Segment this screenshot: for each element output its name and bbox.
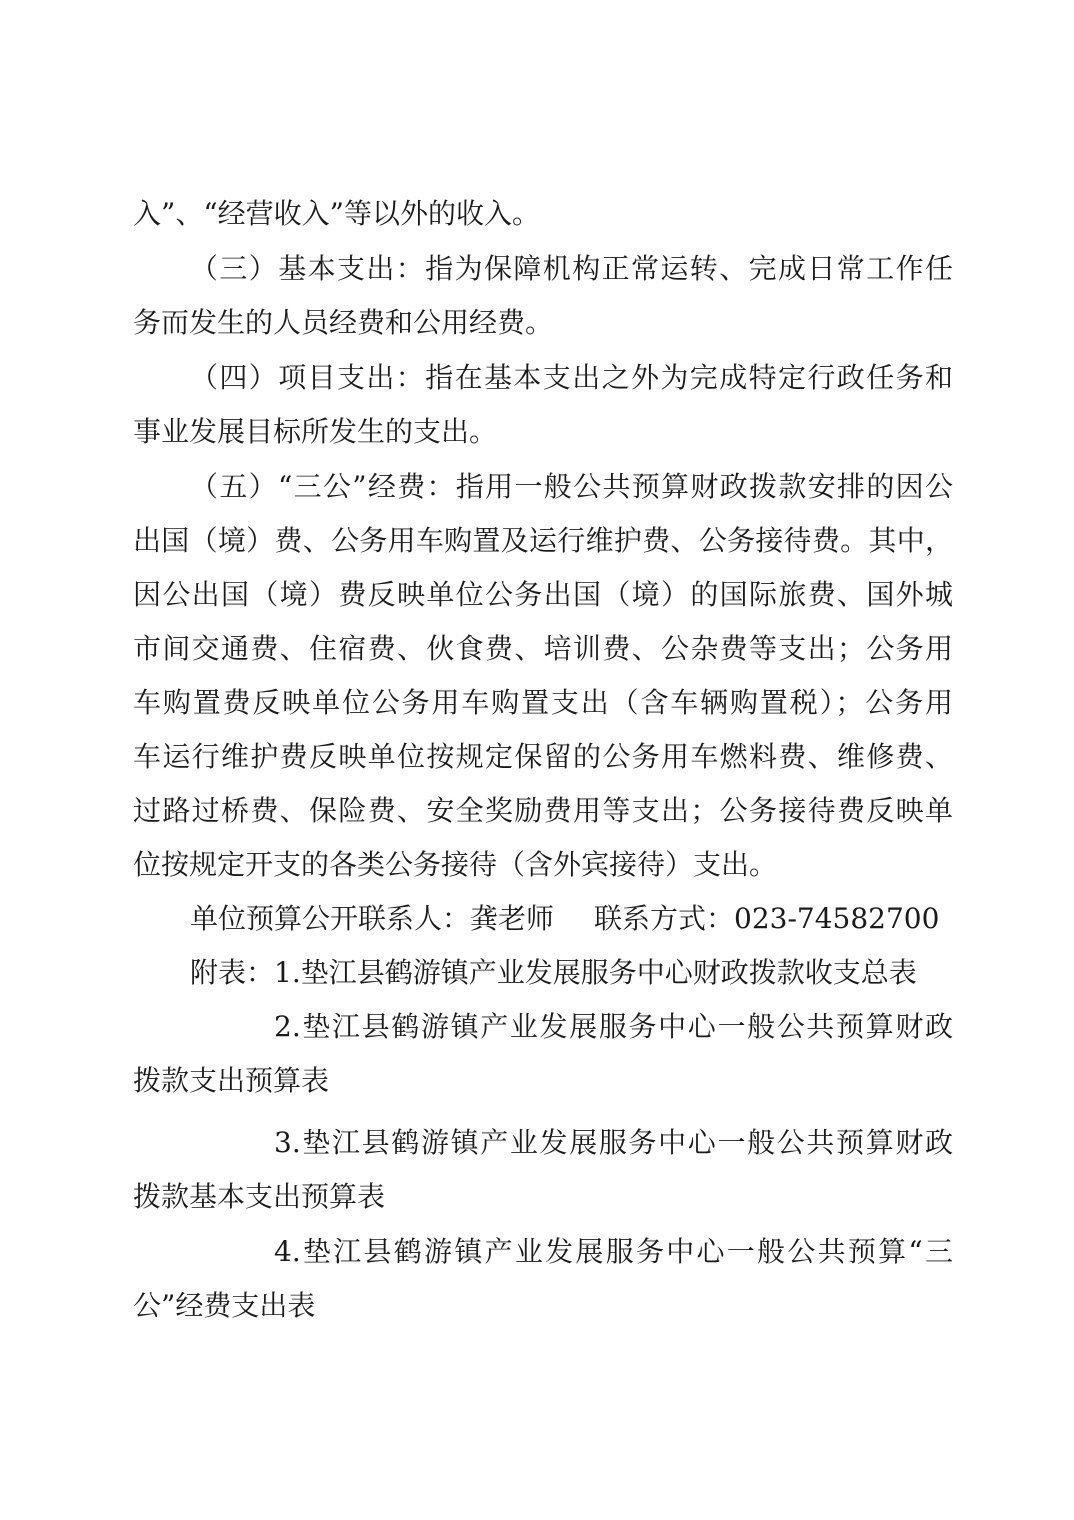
attachment-line: 附表：1.垫江县鹤游镇产业发展服务中心财政拨款收支总表 bbox=[190, 956, 917, 989]
text-line: 事业发展目标所发生的支出。 bbox=[133, 415, 498, 448]
text-line: 市间交通费、住宿费、伙食费、培训费、公杂费等支出；公务用 bbox=[133, 632, 953, 665]
text-line: 车购置费反映单位公务用车购置支出（含车辆购置税）；公务用 bbox=[133, 686, 953, 719]
contact-line bbox=[190, 893, 953, 945]
text-line: （三）基本支出：指为保障机构正常运转、完成日常工作任 bbox=[190, 252, 953, 285]
contact-person: 单位预算公开联系人：龚老师 bbox=[190, 902, 555, 935]
text-line: 位按规定开支的各类公务接待（含外宾接待）支出。 bbox=[133, 848, 778, 881]
attachment-line: 3.垫江县鹤游镇产业发展服务中心一般公共预算财政 bbox=[274, 1126, 953, 1159]
text-line: 入”、“经营收入”等以外的收入。 bbox=[133, 197, 540, 230]
text-line: 车运行维护费反映单位按规定保留的公务用车燃料费、维修费、 bbox=[133, 740, 953, 773]
text-line: （四）项目支出：指在基本支出之外为完成特定行政任务和 bbox=[190, 361, 953, 394]
contact-method: 联系方式：023-74582700 bbox=[594, 902, 940, 935]
attachment-line: 拨款基本支出预算表 bbox=[133, 1180, 386, 1213]
text-line: （五）“三公”经费：指用一般公共预算财政拨款安排的因公 bbox=[190, 470, 953, 503]
attachment-line: 4.垫江县鹤游镇产业发展服务中心一般公共预算“三 bbox=[274, 1235, 953, 1268]
attachment-line: 2.垫江县鹤游镇产业发展服务中心一般公共预算财政 bbox=[274, 1010, 953, 1043]
text-line: 务而发生的人员经费和公用经费。 bbox=[133, 306, 554, 339]
attachment-line: 公”经费支出表 bbox=[133, 1289, 316, 1322]
text-line: 因公出国（境）费反映单位公务出国（境）的国际旅费、国外城 bbox=[133, 578, 953, 611]
text-line: 过路过桥费、保险费、安全奖励费用等支出；公务接待费反映单 bbox=[133, 794, 953, 827]
attachment-line: 拨款支出预算表 bbox=[133, 1064, 330, 1097]
text-line: 出国（境）费、公务用车购置及运行维护费、公务接待费。其中， bbox=[133, 524, 953, 557]
